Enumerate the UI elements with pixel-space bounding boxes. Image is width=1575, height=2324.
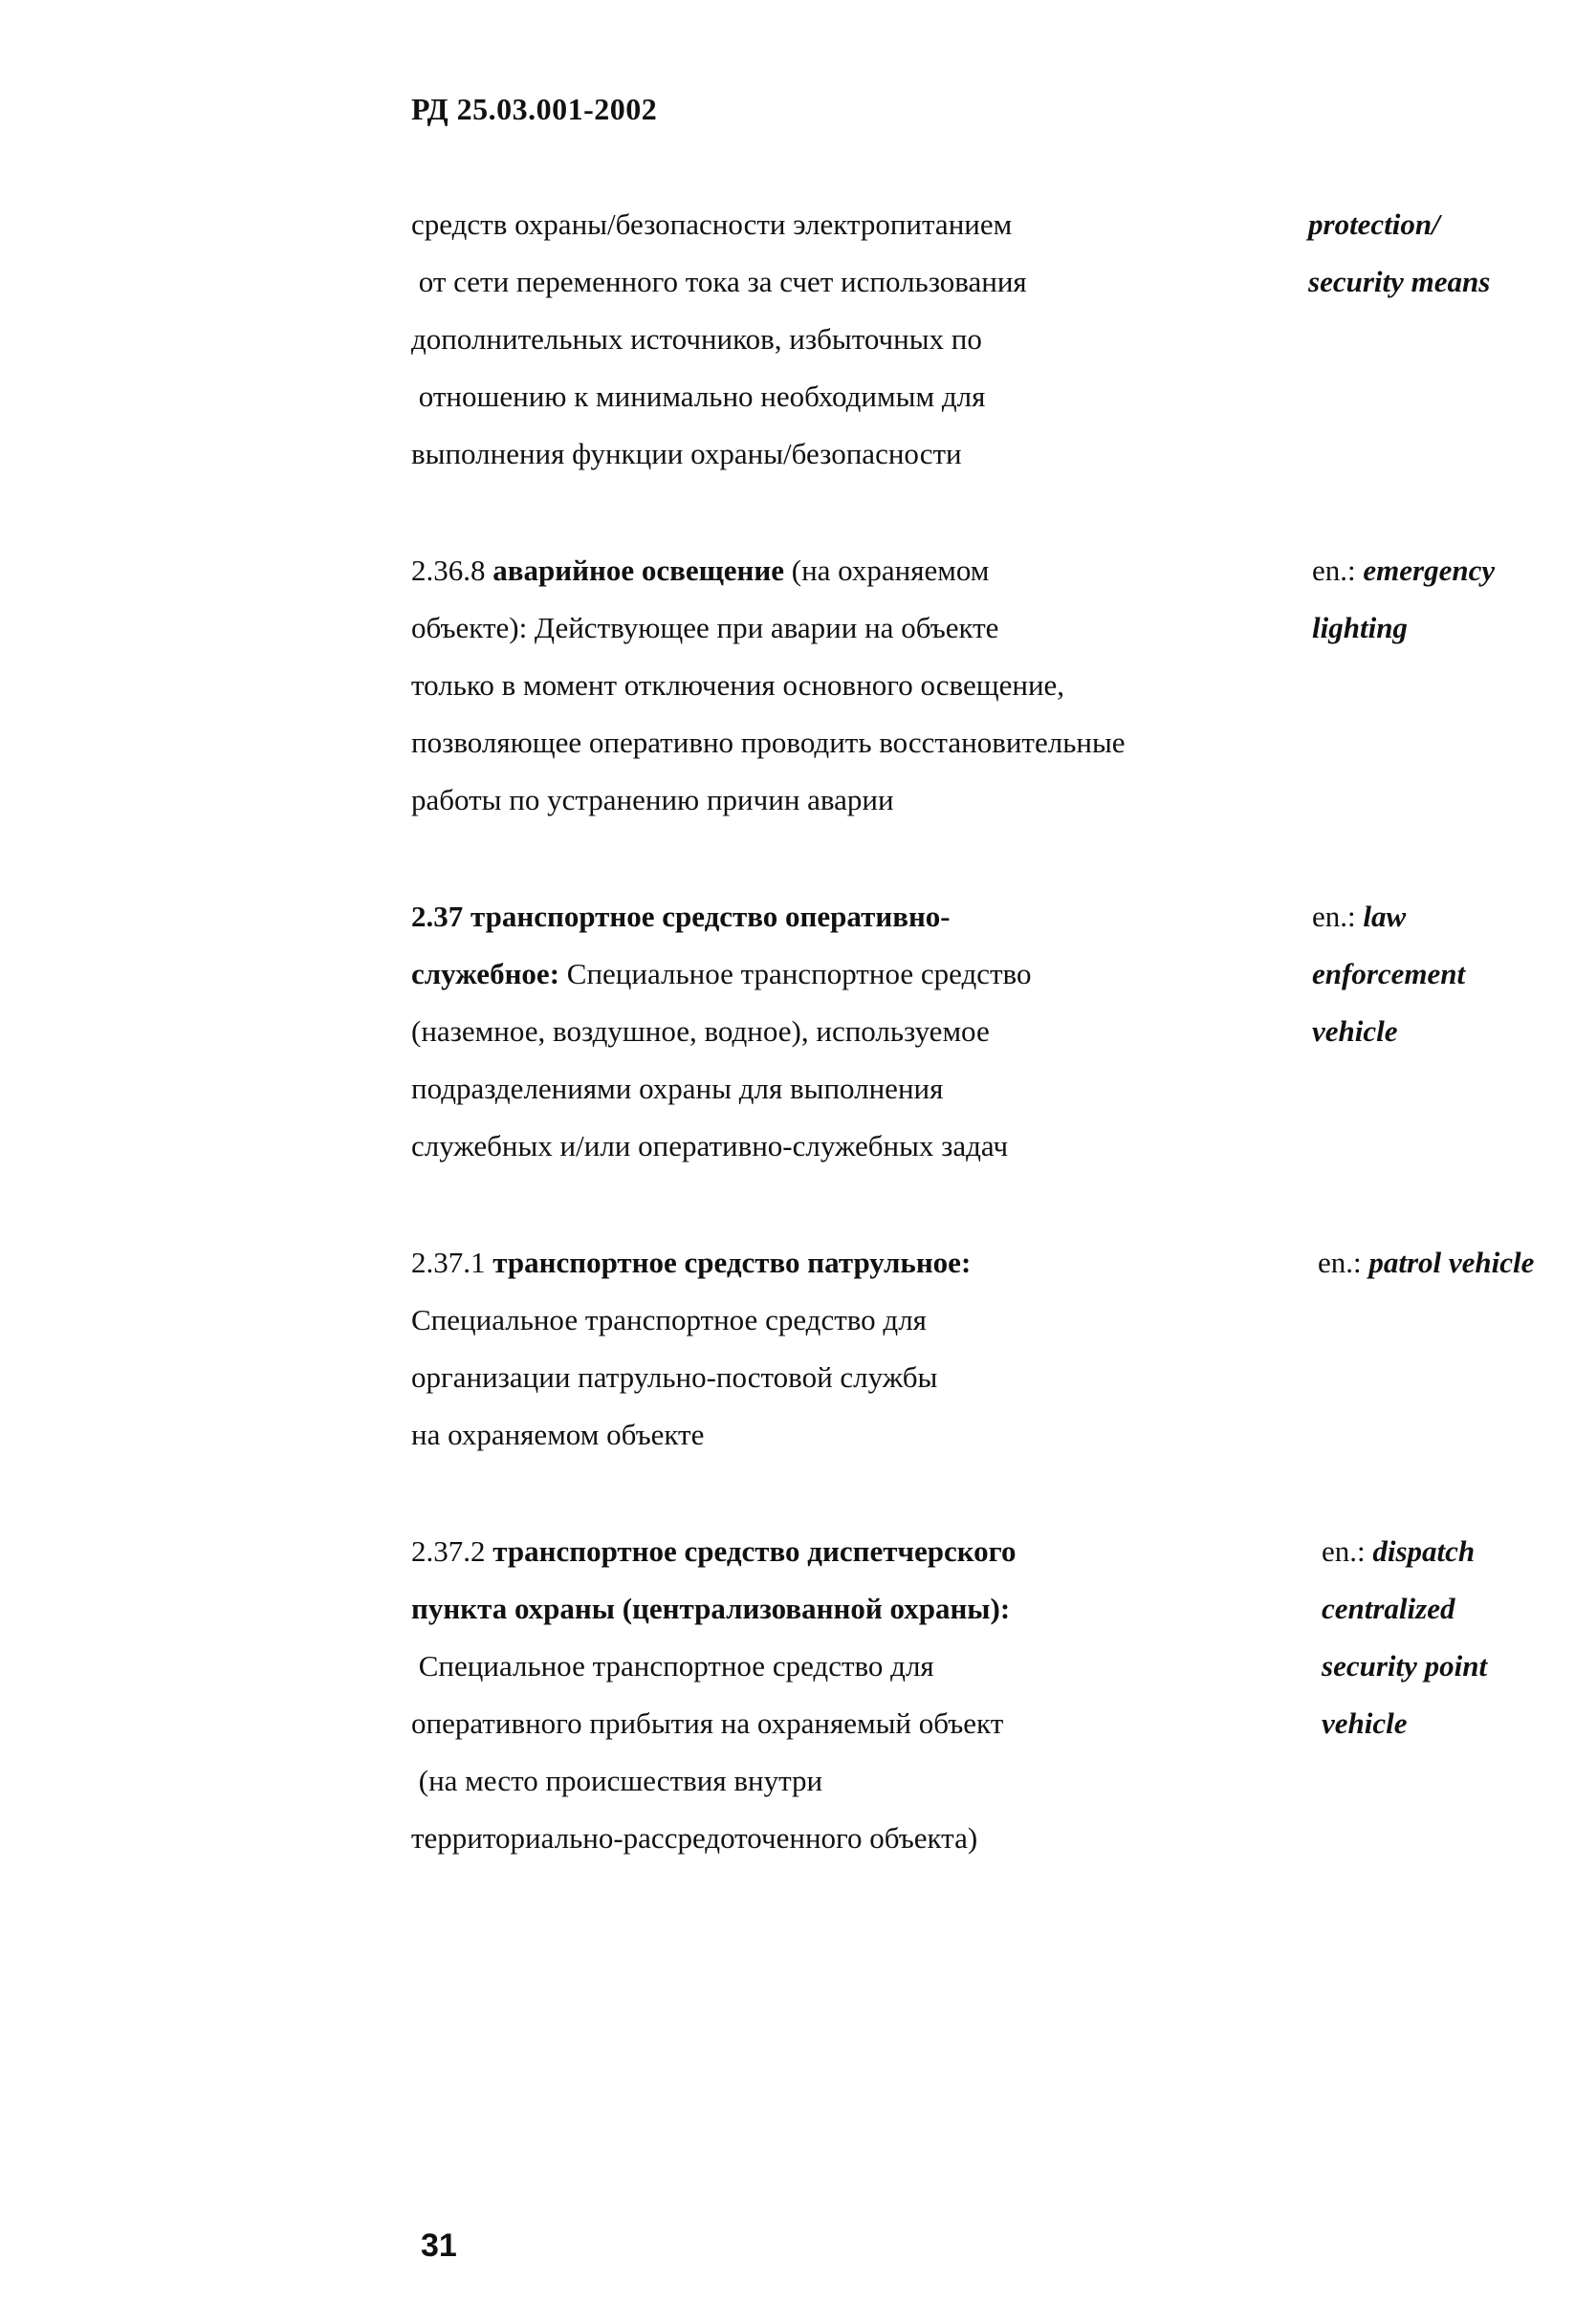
ru-line: работы по устранению причин аварии [411, 783, 894, 816]
ru-line [411, 542, 1234, 599]
ru-text: (на охраняемом [784, 554, 990, 587]
en-prefix: en.: [1312, 554, 1364, 587]
en-equivalent [1318, 1234, 1534, 1292]
ru-definition [411, 888, 1234, 1175]
en-term-line [1322, 1523, 1487, 1580]
en-equivalent [1322, 1523, 1487, 1752]
ru-line: организации патрульно-постовой службы [411, 1360, 938, 1394]
en-term: patrol vehicle [1368, 1246, 1535, 1279]
entry-number: 2.37 [411, 900, 464, 933]
en-term-line: centralized [1322, 1592, 1455, 1625]
ru-text: Специальное транспортное средство [559, 957, 1032, 990]
en-term-line: security means [1308, 265, 1491, 298]
entry-number: 2.37.2 [411, 1534, 486, 1568]
en-prefix: en.: [1318, 1246, 1369, 1279]
en-equivalent [1312, 542, 1495, 657]
ru-line: отношению к минимально необходимым для [411, 380, 986, 413]
ru-line: объекте): Действующее при аварии на объекте [411, 611, 999, 644]
entry-term: транспортное средство оперативно- [470, 900, 951, 933]
ru-line: служебных и/или оперативно-служебных задач [411, 1129, 1009, 1162]
ru-line: на охраняемом объекте [411, 1418, 705, 1451]
ru-definition [411, 542, 1234, 829]
ru-line: территориально-рассредоточенного объекта) [411, 1821, 978, 1855]
ru-line: средств охраны/безопасности электропитанием [411, 207, 1013, 241]
en-term: emergency [1363, 554, 1496, 587]
entry-term: транспортное средство патрульное: [492, 1246, 972, 1279]
en-term-line: protection/ [1308, 207, 1440, 241]
ru-line [411, 945, 1234, 1003]
en-term: law [1363, 900, 1407, 933]
ru-definition [411, 1234, 1234, 1464]
ru-line: дополнительных источников, избыточных по [411, 322, 982, 356]
en-term-line: vehicle [1312, 1014, 1398, 1048]
ru-line: позволяющее оперативно проводить восстановительные [411, 726, 1126, 759]
en-term-line [1318, 1234, 1534, 1292]
en-term-line: lighting [1312, 611, 1408, 644]
ru-line: выполнения функции охраны/безопасности [411, 437, 962, 470]
ru-line: только в момент отключения основного освещение, [411, 668, 1065, 702]
en-equivalent [1308, 196, 1490, 311]
ru-line: (наземное, воздушное, водное), используемое [411, 1014, 990, 1048]
document-code-header: РД 25.03.001-2002 [411, 92, 658, 126]
en-term-line: vehicle [1322, 1706, 1408, 1740]
entry-term: пункта охраны (централизованной охраны): [411, 1592, 1011, 1625]
en-term-line: security point [1322, 1649, 1488, 1683]
en-prefix: en.: [1312, 900, 1364, 933]
en-term: dispatch [1372, 1534, 1476, 1568]
en-prefix: en.: [1322, 1534, 1373, 1568]
en-term-line [1312, 888, 1465, 945]
ru-line [411, 888, 1234, 945]
ru-line: подразделениями охраны для выполнения [411, 1072, 944, 1105]
en-term-line: enforcement [1312, 957, 1466, 990]
ru-line [411, 1234, 1234, 1292]
ru-line: оперативного прибытия на охраняемый объект [411, 1706, 1004, 1740]
ru-line [411, 1580, 1234, 1638]
entry-term: служебное: [411, 957, 560, 990]
ru-line: (на место происшествия внутри [411, 1764, 823, 1797]
ru-definition [411, 196, 1234, 483]
entry-term: аварийное освещение [492, 554, 784, 587]
en-equivalent [1312, 888, 1465, 1060]
ru-definition [411, 1523, 1234, 1867]
entry-number: 2.36.8 [411, 554, 486, 587]
entry-term: транспортное средство диспетчерского [492, 1534, 1017, 1568]
ru-line: Специальное транспортное средство для [411, 1649, 934, 1683]
ru-line: от сети переменного тока за счет использования [411, 265, 1027, 298]
entry-number: 2.37.1 [411, 1246, 486, 1279]
page-number: 31 [421, 2227, 457, 2264]
ru-line: Специальное транспортное средство для [411, 1303, 927, 1336]
ru-line [411, 1523, 1234, 1580]
en-term-line [1312, 542, 1495, 599]
